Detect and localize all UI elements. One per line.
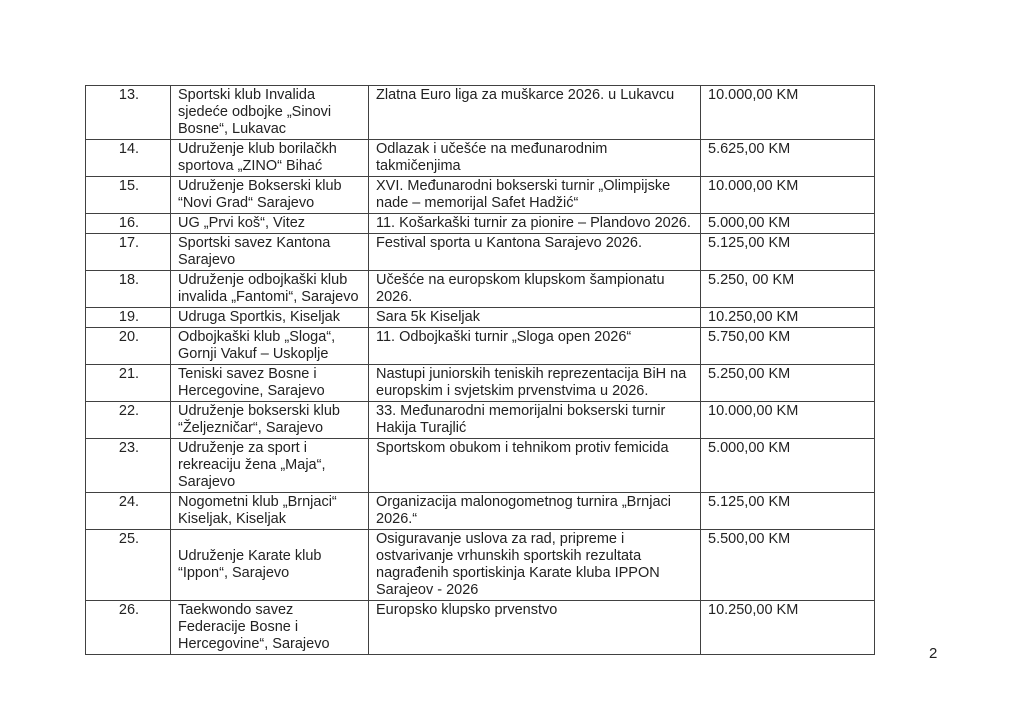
cell-amount: 10.000,00 KM xyxy=(701,402,875,439)
cell-amount: 5.000,00 KM xyxy=(701,439,875,493)
table-row xyxy=(86,234,875,271)
cell-row-number: 19. xyxy=(86,308,171,328)
cell-amount: 5.500,00 KM xyxy=(701,530,875,601)
cell-row-number: 20. xyxy=(86,328,171,365)
cell-amount: 10.000,00 KM xyxy=(701,177,875,214)
cell-purpose: Sara 5k Kiseljak xyxy=(369,308,701,328)
cell-purpose: Organizacija malonogometnog turnira „Brnjaci 2026.“ xyxy=(369,493,701,530)
cell-amount: 10.000,00 KM xyxy=(701,86,875,140)
cell-amount: 5.750,00 KM xyxy=(701,328,875,365)
cell-club-name: Udruženje bokserski klub “Željezničar“, Sarajevo xyxy=(171,402,369,439)
table-row xyxy=(86,493,875,530)
cell-row-number: 17. xyxy=(86,234,171,271)
cell-club-name: Udruženje klub borilačkh sportova „ZINO“ Bihać xyxy=(171,140,369,177)
cell-purpose: Učešće na europskom klupskom šampionatu 2026. xyxy=(369,271,701,308)
cell-row-number: 15. xyxy=(86,177,171,214)
cell-row-number: 22. xyxy=(86,402,171,439)
cell-amount: 5.125,00 KM xyxy=(701,234,875,271)
cell-club-name: Udruga Sportkis, Kiseljak xyxy=(171,308,369,328)
cell-club-name: UG „Prvi koš“, Vitez xyxy=(171,214,369,234)
cell-club-name: Teniski savez Bosne i Hercegovine, Sarajevo xyxy=(171,365,369,402)
table-row xyxy=(86,308,875,328)
page-number: 2 xyxy=(929,645,938,662)
cell-amount: 5.125,00 KM xyxy=(701,493,875,530)
cell-purpose: Festival sporta u Kantona Sarajevo 2026. xyxy=(369,234,701,271)
cell-row-number: 14. xyxy=(86,140,171,177)
table-body xyxy=(86,86,875,655)
cell-amount: 5.000,00 KM xyxy=(701,214,875,234)
cell-club-name: Udruženje Bokserski klub “Novi Grad“ Sarajevo xyxy=(171,177,369,214)
cell-row-number: 13. xyxy=(86,86,171,140)
cell-purpose: 11. Košarkaški turnir za pionire – Plandovo 2026. xyxy=(369,214,701,234)
cell-purpose: Europsko klupsko prvenstvo xyxy=(369,601,701,655)
cell-amount: 10.250,00 KM xyxy=(701,308,875,328)
cell-amount: 5.250,00 KM xyxy=(701,365,875,402)
cell-row-number: 23. xyxy=(86,439,171,493)
table-row xyxy=(86,214,875,234)
table-row xyxy=(86,530,875,601)
cell-row-number: 16. xyxy=(86,214,171,234)
table-row xyxy=(86,140,875,177)
cell-amount: 5.625,00 KM xyxy=(701,140,875,177)
cell-purpose: Sportskom obukom i tehnikom protiv femicida xyxy=(369,439,701,493)
cell-purpose: Odlazak i učešće na međunarodnim takmičenjima xyxy=(369,140,701,177)
cell-club-name: Sportski klub Invalida sjedeće odbojke „Sinovi Bosne“, Lukavac xyxy=(171,86,369,140)
cell-row-number: 26. xyxy=(86,601,171,655)
cell-amount: 5.250, 00 KM xyxy=(701,271,875,308)
cell-club-name: Udruženje za sport i rekreaciju žena „Maja“, Sarajevo xyxy=(171,439,369,493)
cell-club-name: Sportski savez Kantona Sarajevo xyxy=(171,234,369,271)
cell-row-number: 25. xyxy=(86,530,171,601)
cell-purpose: 33. Međunarodni memorijalni bokserski turnir Hakija Turajlić xyxy=(369,402,701,439)
table-row xyxy=(86,271,875,308)
cell-row-number: 18. xyxy=(86,271,171,308)
table-row xyxy=(86,328,875,365)
cell-purpose: XVI. Međunarodni bokserski turnir „Olimpijske nade – memorijal Safet Hadžić“ xyxy=(369,177,701,214)
table-row xyxy=(86,86,875,140)
cell-purpose: Nastupi juniorskih teniskih reprezentacija BiH na europskim i svjetskim prvenstvima u 2026. xyxy=(369,365,701,402)
cell-row-number: 21. xyxy=(86,365,171,402)
cell-row-number: 24. xyxy=(86,493,171,530)
table-row xyxy=(86,402,875,439)
cell-purpose: 11. Odbojkaški turnir „Sloga open 2026“ xyxy=(369,328,701,365)
cell-club-name: Odbojkaški klub „Sloga“, Gornji Vakuf – Uskoplje xyxy=(171,328,369,365)
cell-club-name: Udruženje odbojkaški klub invalida „Fantomi“, Sarajevo xyxy=(171,271,369,308)
table-row xyxy=(86,177,875,214)
table-row xyxy=(86,601,875,655)
grants-table xyxy=(85,85,875,655)
cell-club-name: Nogometni klub „Brnjaci“ Kiseljak, Kiseljak xyxy=(171,493,369,530)
table-row xyxy=(86,439,875,493)
cell-purpose: Zlatna Euro liga za muškarce 2026. u Lukavcu xyxy=(369,86,701,140)
cell-club-name: Udruženje Karate klub “Ippon“, Sarajevo xyxy=(171,530,369,601)
table-row xyxy=(86,365,875,402)
cell-amount: 10.250,00 KM xyxy=(701,601,875,655)
cell-purpose: Osiguravanje uslova za rad, pripreme i ostvarivanje vrhunskih sportskih rezultata nagrađenih sportiskinja Karate kluba IPPON Sarajeov - 2026 xyxy=(369,530,701,601)
cell-club-name: Taekwondo savez Federacije Bosne i Hercegovine“, Sarajevo xyxy=(171,601,369,655)
